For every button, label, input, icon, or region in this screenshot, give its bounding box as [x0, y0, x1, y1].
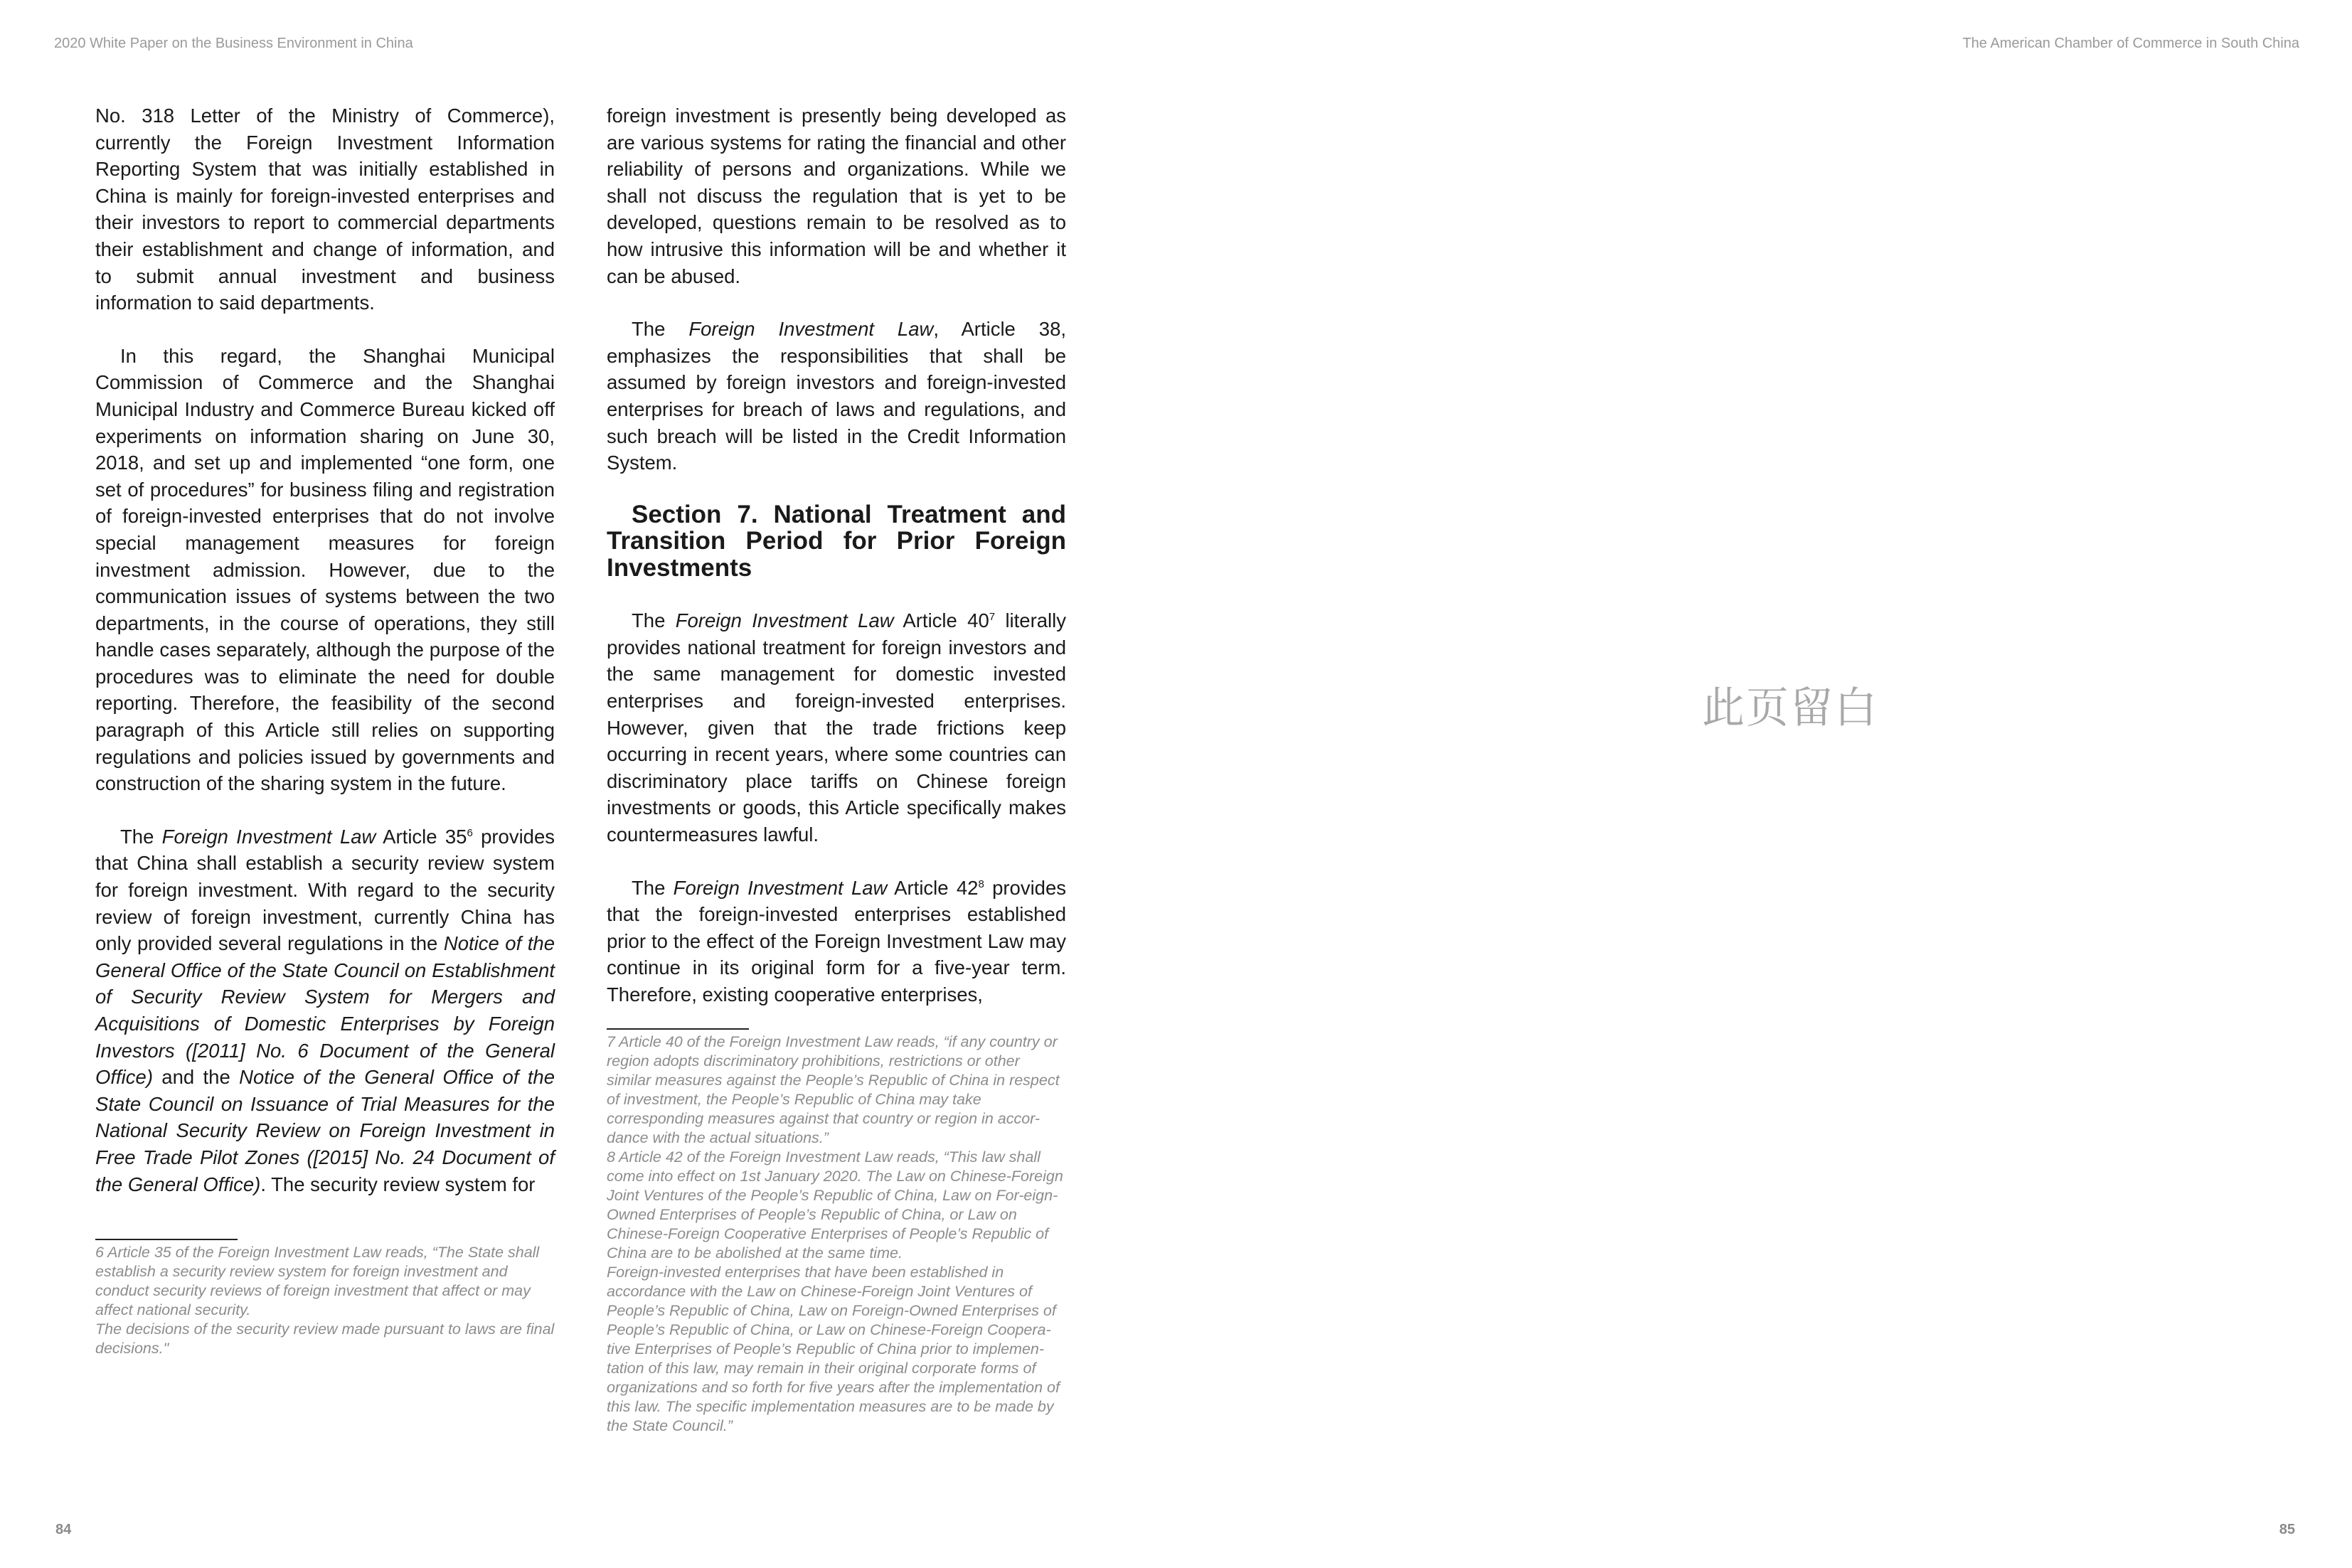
law-title: Foreign Investment Law: [161, 825, 376, 848]
paragraph: The Foreign Investment Law Article $42^8$ provides that the foreign-invested enterprises established prior to the effect of the Foreign Investment Law may continue in its original form for a five-year term. Therefore, existing cooperative enterprises,: [607, 876, 1067, 1006]
footnote-ref: 6: [467, 826, 473, 839]
footnote-6: 6 Article 35 of the Foreign Investment Law reads, “The State shall establish a security review system for foreign investment and conduct security reviews of foreign investment that affect or may affect national security.: [95, 1244, 540, 1318]
notice-title: Notice of the General Office of the State Council on Establishment of Security Review System for Mergers and Acquisitions of Domestic Enterprises by Foreign Investors ([2011] No. 6 Document of the General Office): [95, 932, 555, 1089]
law-title: Foreign Investment Law: [673, 876, 888, 899]
footnote-6-cont: The decisions of the security review made pursuant to laws are final decisions.": [95, 1321, 555, 1357]
footnote-8: 8 Article 42 of the Foreign Investment Law reads, “This law shall come into effect on 1st January 2020. The Law on Chinese-Foreign Joint Ventures of the People’s Republic of China, Law on For-eign-Owned Enterprises of People’s Republic of China, or Law on Chinese-Foreign Cooperative Enterprises of People’s Republic of China are to be abolished at the same time.: [607, 1148, 1063, 1262]
law-title: Foreign Investment Law: [675, 609, 894, 632]
running-head-left: 2020 White Paper on the Business Environment in China: [54, 36, 413, 51]
text-column-2: [607, 102, 1066, 1008]
footnote-ref: 7: [989, 611, 996, 624]
footnote-rule: [607, 1028, 749, 1030]
page-number-left: 84: [55, 1522, 72, 1537]
paragraph: foreign investment is presently being developed as are various systems for rating the financial and other reliability of persons and organizations. While we shall not discuss the regulation that is yet to be developed, questions remain to be resolved as to how intrusive this information will be and whether it can be abused.: [607, 105, 1066, 287]
running-head-right: The American Chamber of Commerce in South China: [1962, 36, 2299, 51]
paragraph: The Foreign Investment Law, Article 38, emphasizes the responsibilities that shall be assumed by foreign investors and foreign-invested enterprises for breach of laws and regulations, and such breach will be listed in the Credit Information System.: [607, 318, 1067, 474]
notice-title: Notice of the General Office of the State Council on Issuance of Trial Measures for the National Security Review on Foreign Investment in Free Trade Pilot Zones ([2015] No. 24 Document of the General Office): [95, 1066, 555, 1195]
section-heading: Section 7. National Treatment and Transition Period for Prior Foreign Investments: [607, 500, 1066, 582]
footnote-rule: [95, 1239, 238, 1240]
blank-page-notice: 此页留白: [1702, 683, 1878, 733]
paragraph: In this regard, the Shanghai Municipal Commission of Commerce and the Shanghai Municipal Industry and Commerce Bureau kicked off experiments on information sharing on June 30, 2018, and set up and implemented “one form, one set of procedures” for business filing and registration of foreign-invested enterprises that do not involve special management measures for foreign investment admission. However, due to the communication issues of systems between the two departments, in the course of operations, they still handle cases separately, although the purpose of the procedures was to eliminate the need for double reporting. Therefore, the feasibility of the second paragraph of this Article still relies on supporting regulations and policies issued by governments and construction of the sharing system in the future.: [95, 344, 555, 795]
paragraph: The Foreign Investment Law Article $35^6$ provides that China shall establish a security review system for foreign investment. With regard to the security review of foreign investment, currently China has only provided several regulations in the Notice of the General Office of the State Council on Establishment of Security Review System for Mergers and Acquisitions of Domestic Enterprises by Foreign Investors ([2011] No. 6 Document of the General Office) and the Notice of the General Office of the State Council on Issuance of Trial Measures for the National Security Review on Foreign Investment in Free Trade Pilot Zones ([2015] No. 24 Document of the General Office). The security review system for: [95, 825, 555, 1195]
footnote-8-cont: Foreign-invested enterprises that have been established in accordance with the Law on Chinese-Foreign Joint Ventures of People’s Republic of China, Law on Foreign-Owned Enterprises of People’s Republic of China, or Law on Chinese-Foreign Coopera-tive Enterprises of People’s Republic of China prior to implemen-tation of this law, may remain in their original corporate forms of organizations and so forth for five years after the implementation of this law. The specific implementation measures are to be made by the State Council.”: [607, 1264, 1060, 1434]
footnote-ref: 8: [978, 878, 984, 890]
footnote-7: 7 Article 40 of the Foreign Investment Law reads, “if any country or region adopts discriminatory prohibitions, restrictions or other similar measures against the People’s Republic of China in respect of investment, the People’s Republic of China may take corresponding measures against that country or region in accor-dance with the actual situations.”: [607, 1033, 1060, 1146]
law-title: Foreign Investment Law: [688, 318, 934, 341]
paragraph: No. 318 Letter of the Ministry of Commerce), currently the Foreign Investment Information Reporting System that was initially established in China is mainly for foreign-invested enterprises and their investors to report to commercial departments their establishment and change of information, and to submit annual investment and business information to said departments.: [95, 105, 555, 314]
text-column-1: [95, 102, 555, 1198]
page-number-right: 85: [2279, 1522, 2295, 1537]
footnotes-column-2: [607, 1028, 1066, 1436]
footnotes-column-1: [95, 1239, 555, 1358]
paragraph: The Foreign Investment Law Article $40^7$ literally provides national treatment for foreign investors and the same management for domestic invested enterprises and foreign-invested enterprises. However, given that the trade frictions keep occurring in recent years, where some countries can discriminatory place tariffs on Chinese foreign investments or goods, this Article specifically makes countermeasures lawful.: [607, 609, 1067, 846]
